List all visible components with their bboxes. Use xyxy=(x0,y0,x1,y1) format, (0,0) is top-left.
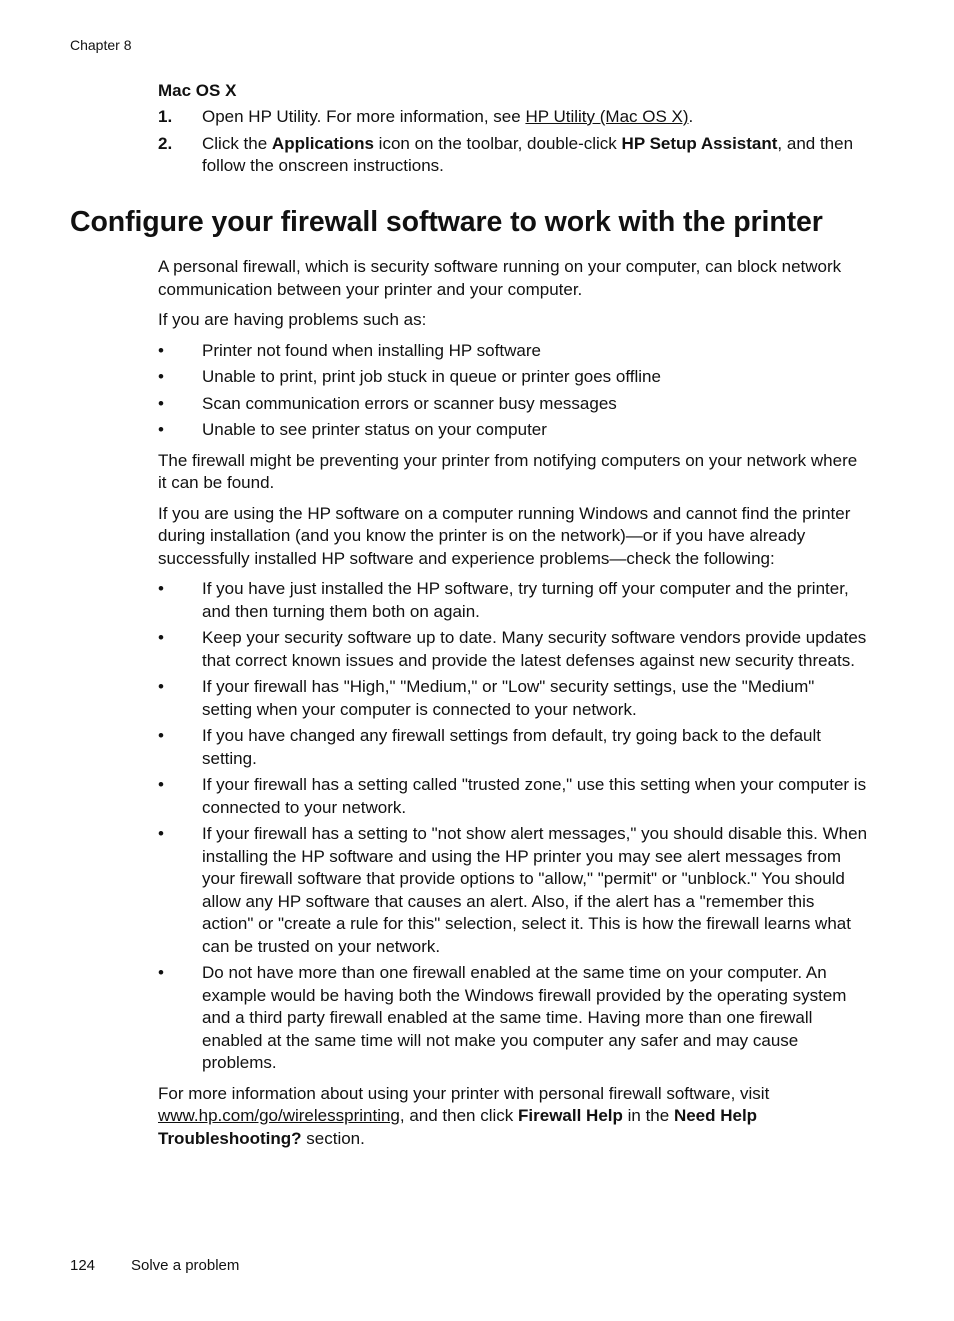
hp-utility-link[interactable]: HP Utility (Mac OS X) xyxy=(525,107,689,126)
bullet: • xyxy=(158,677,164,696)
step-text: . xyxy=(688,107,694,126)
step-item xyxy=(158,133,868,178)
list-item xyxy=(158,419,868,442)
list-item xyxy=(158,627,868,672)
list-item-text: Unable to print, print job stuck in queue or printer goes offline xyxy=(202,367,661,386)
list-item-text: Do not have more than one firewall enabled at the same time on your computer. An example would be having both the Windows firewall provided by the operating system and a third party firewall enabled at the same time. Having more than one firewall enabled at the same time will not make you computer any safer and may cause problems. xyxy=(202,963,847,1072)
bullet: • xyxy=(158,775,164,794)
applications-term: Applications xyxy=(271,133,374,153)
page-number: 124 xyxy=(70,1257,96,1274)
wirelessprinting-link[interactable]: www.hp.com/go/wirelessprinting xyxy=(158,1106,400,1125)
closing-text: For more information about using your printer with personal firewall software, visit xyxy=(158,1083,770,1103)
list-item-text: Printer not found when installing HP software xyxy=(202,340,541,360)
list-item xyxy=(158,366,868,389)
list-item xyxy=(158,578,868,623)
list-item-text: Scan communication errors or scanner busy messages xyxy=(202,393,617,413)
mac-steps-list xyxy=(158,106,868,182)
intro-paragraph: A personal firewall, which is security software running on your computer, can block network communication between your printer and your computer. xyxy=(158,257,842,299)
closing-text: , and then click xyxy=(399,1106,519,1125)
problems-list xyxy=(158,340,868,442)
bullet: • xyxy=(158,963,164,982)
checks-list xyxy=(158,578,868,1075)
hp-setup-assistant-term: HP Setup Assistant xyxy=(621,133,778,153)
list-item-text: If your firewall has a setting called "trusted zone," use this setting when your computer is connected to your network. xyxy=(202,775,867,817)
firewall-help-term: Firewall Help xyxy=(518,1106,623,1125)
firewall-paragraph: The firewall might be preventing your printer from notifying computers on your network where it can be found. xyxy=(158,450,858,492)
list-item-text: Keep your security software up to date. Many security software vendors provide updates that correct known issues and provide the latest defenses against new security threats. xyxy=(202,628,867,670)
list-item xyxy=(158,962,868,1075)
bullet: • xyxy=(158,393,164,413)
section-body xyxy=(158,256,868,1158)
step-text: Click the xyxy=(202,133,272,153)
step-number: 1. xyxy=(158,107,173,126)
bullet: • xyxy=(158,726,164,745)
closing-paragraph xyxy=(158,1083,868,1151)
chapter-label: Chapter 8 xyxy=(70,37,132,53)
list-item xyxy=(158,676,868,721)
list-item-text: If you have changed any firewall settings from default, try going back to the default setting. xyxy=(202,726,821,768)
bullet: • xyxy=(158,628,164,647)
list-item xyxy=(158,823,868,958)
step-text: icon on the toolbar, double-click xyxy=(373,133,622,153)
step-text: Open HP Utility. For more information, see xyxy=(202,107,526,126)
bullet: • xyxy=(158,824,164,843)
list-item xyxy=(158,774,868,819)
list-item-text: Unable to see printer status on your computer xyxy=(202,420,547,439)
problems-lead: If you are having problems such as: xyxy=(158,310,427,329)
closing-text: in the xyxy=(622,1106,674,1125)
footer-section-name: Solve a problem xyxy=(131,1257,240,1274)
list-item xyxy=(158,725,868,770)
closing-text: section. xyxy=(301,1128,365,1148)
bullet: • xyxy=(158,340,164,360)
bullet: • xyxy=(158,420,164,439)
need-help-term: Need Help Troubleshooting? xyxy=(158,1106,758,1148)
list-item xyxy=(158,393,868,416)
list-item-text: If you have just installed the HP software, try turning off your computer and the printer, and then turning them both on again. xyxy=(202,579,849,621)
step-item xyxy=(158,106,868,129)
step-number: 2. xyxy=(158,133,173,153)
windows-paragraph: If you are using the HP software on a computer running Windows and cannot find the printer during installation (and you know the printer is on the network)—or if you have already successfully installed HP software and experience problems—check the following: xyxy=(158,503,851,568)
section-heading: Configure your firewall software to work with the printer xyxy=(70,206,823,238)
bullet: • xyxy=(158,367,164,386)
step-text: , and then follow the onscreen instructions. xyxy=(202,133,854,175)
list-item xyxy=(158,340,868,363)
bullet: • xyxy=(158,579,164,598)
mac-os-subheading: Mac OS X xyxy=(158,81,237,100)
list-item-text: If your firewall has a setting to "not show alert messages," you should disable this. When installing the HP software and using the HP printer you may see alert messages from your firewall software that provide options to "allow," "permit" or "unblock." You should allow any HP software that causes an alert. Also, if the alert has a "remember this action" or "create a rule for this" selection, select it. This is how the firewall learns what can be trusted on your network. xyxy=(202,824,868,956)
list-item-text: If your firewall has "High," "Medium," or "Low" security settings, use the "Medium" setting when your computer is connected to your network. xyxy=(202,677,815,719)
